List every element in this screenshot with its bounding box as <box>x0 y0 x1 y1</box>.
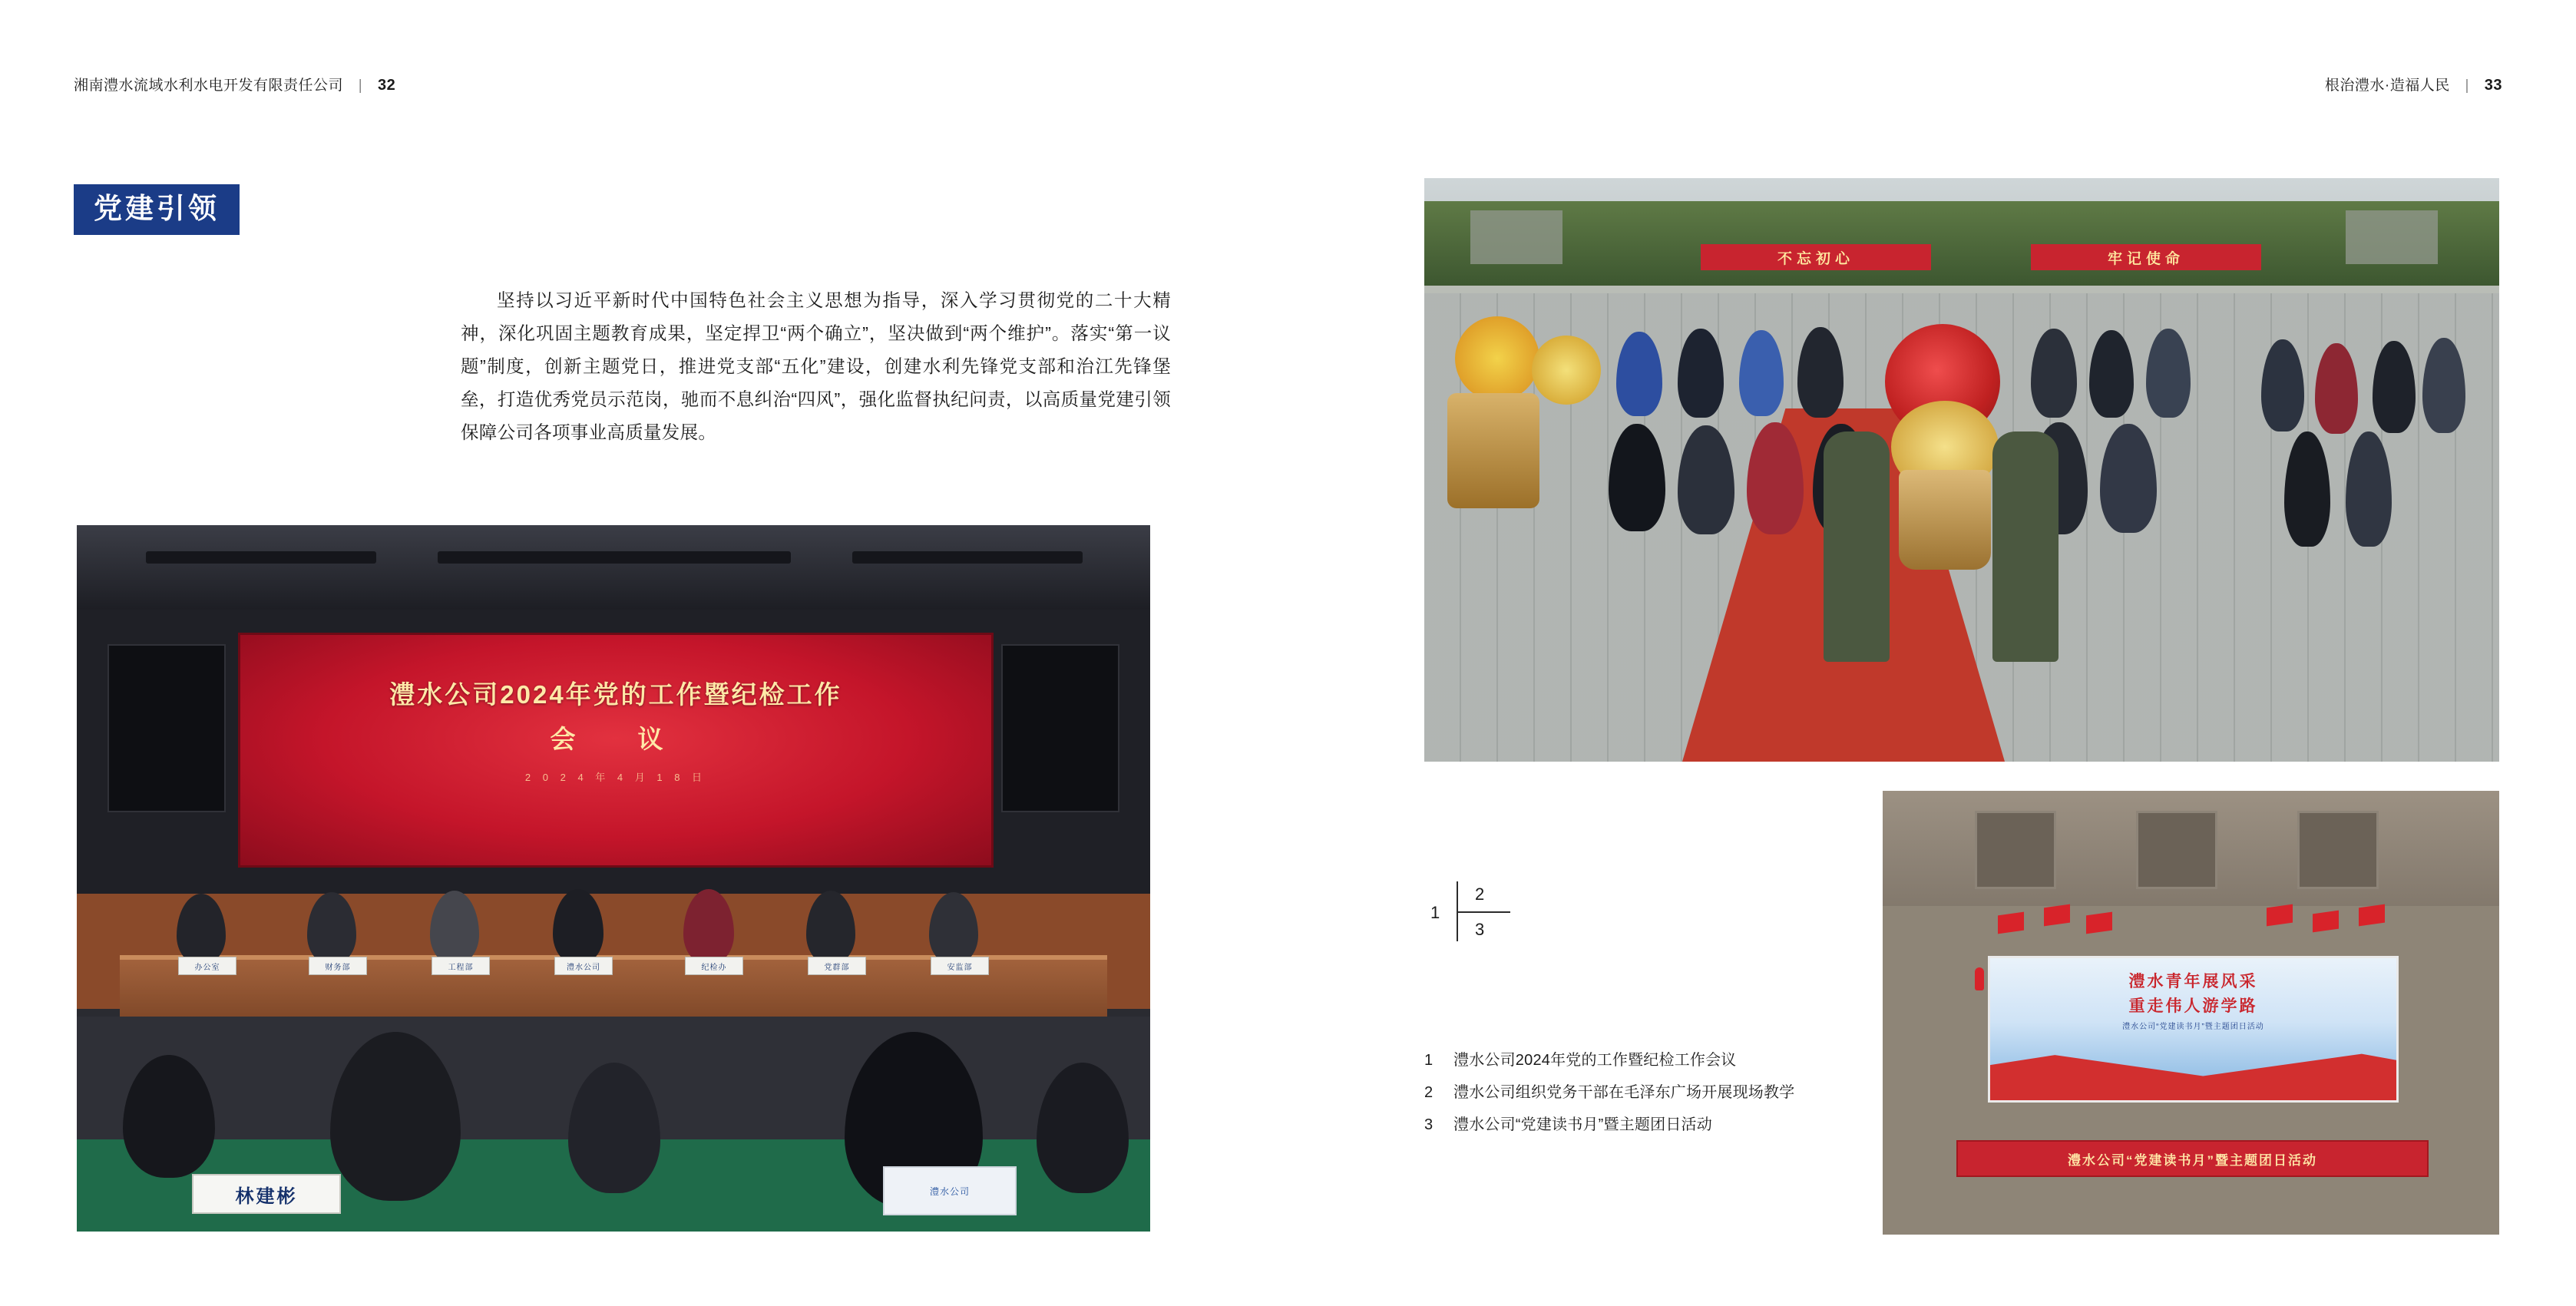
nameplate-front: 林建彬 <box>192 1174 341 1214</box>
running-head-company: 湘南澧水流域水利水电开发有限责任公司 <box>74 78 344 94</box>
running-head-right <box>2325 74 2502 94</box>
section-title: 党建引领 <box>74 184 240 235</box>
caption-number: 3 <box>1424 1116 1433 1133</box>
caption-list <box>1424 1050 2115 1147</box>
board-line1: 澧水青年展风采 <box>2128 973 2258 990</box>
key-number-2: 2 <box>1475 884 1485 904</box>
running-head-slogan: 根治澧水·造福人民 <box>2324 78 2450 94</box>
running-head-separator-left: | <box>358 78 363 94</box>
screen-title-line1: 澧水公司2024年党的工作暨纪检工作 <box>389 680 842 709</box>
caption-text: 澧水公司组织党务干部在毛泽东广场开展现场教学 <box>1453 1084 1795 1101</box>
photo-conference-meeting: 澧水公司2024年党的工作暨纪检工作 会 议 2 0 2 4 年 4 月 1 8 日 办公室 财务部 工程部 澧水公司 纪检办 党群部 安监部 林建彬 澧水公司 <box>77 525 1150 1232</box>
caption-number: 2 <box>1424 1084 1433 1101</box>
conference-screen <box>238 633 994 868</box>
board-line2: 重走伟人游学路 <box>2128 997 2258 1015</box>
plaza-banner-right: 牢记使命 <box>2031 244 2261 270</box>
page-folio-right: 33 <box>2484 77 2502 94</box>
page-folio-left: 32 <box>378 77 396 94</box>
nameplate-logo: 澧水公司 <box>883 1166 1017 1215</box>
caption-item <box>1424 1083 2115 1103</box>
caption-item <box>1424 1050 2115 1070</box>
youth-banner: 澧水公司“党建读书月”暨主题团日活动 <box>1956 1140 2428 1177</box>
photo-layout-key <box>1424 881 1539 943</box>
caption-number: 1 <box>1424 1052 1433 1069</box>
caption-item <box>1424 1115 2115 1135</box>
caption-text: 澧水公司“党建读书月”暨主题团日活动 <box>1453 1116 1712 1133</box>
screen-date: 2 0 2 4 年 4 月 1 8 日 <box>524 772 707 783</box>
screen-title-line2: 会 议 <box>550 725 682 753</box>
caption-text: 澧水公司2024年党的工作暨纪检工作会议 <box>1453 1052 1737 1069</box>
running-head-left <box>74 74 395 94</box>
body-paragraph: 坚持以习近平新时代中国特色社会主义思想为指导，深入学习贯彻党的二十大精神，深化巩固主题教育成果，坚定捍卫“两个确立”，坚决做到“两个维护”。落实“第一议题”制度，创新主题党日，推进党支部“五化”建设，创建水利先锋党支部和治江先锋堡垒，打造优秀党员示范岗，驰而不息纠治“四风”，强化监督执纪问责，以高质量党建引领保障公司各项事业高质量发展。 <box>461 290 1171 442</box>
running-head-separator-right: | <box>2465 78 2469 94</box>
photo-plaza-ceremony <box>1424 178 2499 762</box>
key-number-3: 3 <box>1475 920 1485 939</box>
plaza-banner-left: 不忘初心 <box>1701 244 1931 270</box>
photo-youth-activity <box>1883 791 2499 1235</box>
key-number-1: 1 <box>1430 903 1440 922</box>
board-line3: 澧水公司“党建读书月”暨主题团日活动 <box>2122 1023 2264 1031</box>
